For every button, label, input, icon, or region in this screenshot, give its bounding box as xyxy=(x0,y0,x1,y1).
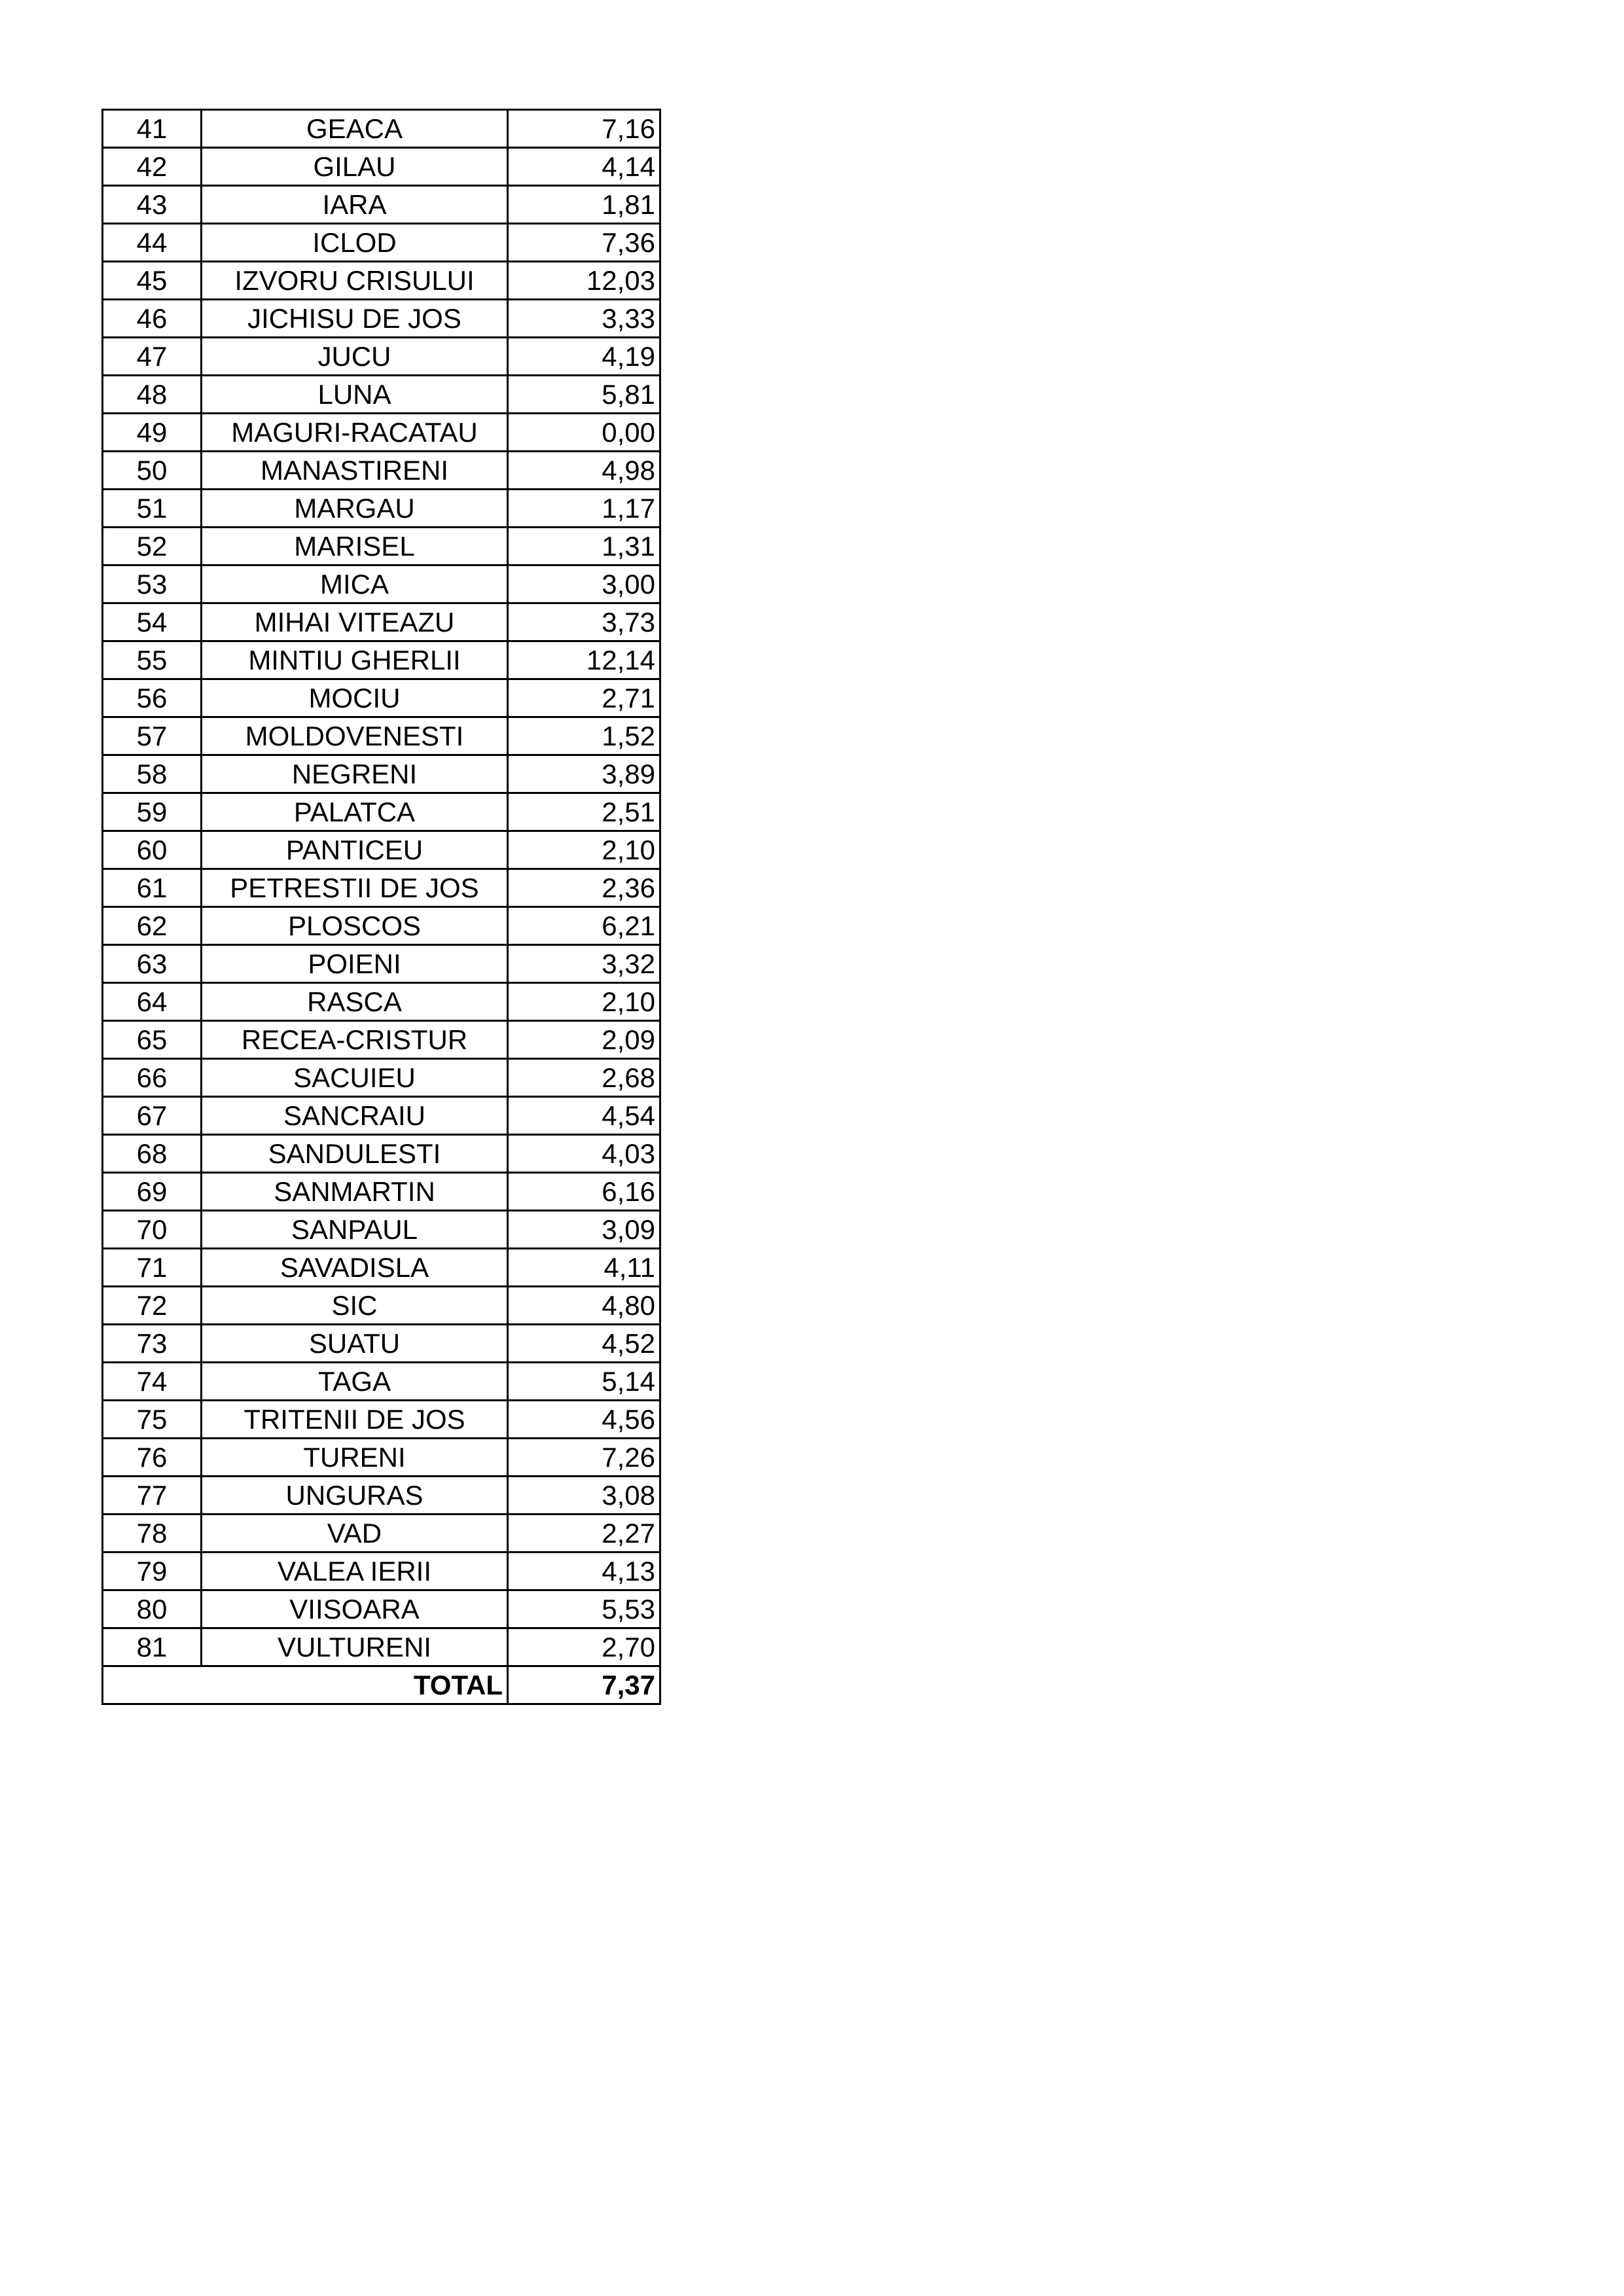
row-number: 59 xyxy=(103,793,202,831)
row-number: 63 xyxy=(103,945,202,983)
row-value: 6,21 xyxy=(508,907,660,945)
locality-name: SACUIEU xyxy=(202,1059,508,1097)
table-row xyxy=(103,869,660,907)
row-number: 78 xyxy=(103,1515,202,1552)
locality-name: VIISOARA xyxy=(202,1590,508,1628)
locality-name: MIHAI VITEAZU xyxy=(202,603,508,641)
row-number: 81 xyxy=(103,1628,202,1666)
row-value: 2,09 xyxy=(508,1021,660,1059)
locality-name: GEACA xyxy=(202,110,508,148)
row-number: 75 xyxy=(103,1401,202,1439)
table-row xyxy=(103,1135,660,1173)
row-number: 76 xyxy=(103,1439,202,1477)
row-value: 7,36 xyxy=(508,224,660,262)
row-number: 77 xyxy=(103,1477,202,1515)
row-number: 60 xyxy=(103,831,202,869)
row-number: 56 xyxy=(103,679,202,717)
locality-name: RASCA xyxy=(202,983,508,1021)
table-row xyxy=(103,528,660,565)
row-number: 48 xyxy=(103,376,202,414)
row-number: 66 xyxy=(103,1059,202,1097)
row-value: 2,51 xyxy=(508,793,660,831)
row-number: 79 xyxy=(103,1552,202,1590)
locality-name: PETRESTII DE JOS xyxy=(202,869,508,907)
row-value: 7,26 xyxy=(508,1439,660,1477)
table-row xyxy=(103,110,660,148)
locality-name: PANTICEU xyxy=(202,831,508,869)
locality-name: MICA xyxy=(202,565,508,603)
table-row xyxy=(103,1059,660,1097)
row-number: 67 xyxy=(103,1097,202,1135)
table-row xyxy=(103,300,660,338)
row-number: 71 xyxy=(103,1249,202,1287)
row-value: 6,16 xyxy=(508,1173,660,1211)
locality-name: IARA xyxy=(202,186,508,224)
table-row xyxy=(103,224,660,262)
table-row xyxy=(103,1401,660,1439)
table-row xyxy=(103,907,660,945)
table-row xyxy=(103,1173,660,1211)
row-number: 68 xyxy=(103,1135,202,1173)
table-row xyxy=(103,1287,660,1325)
table-row xyxy=(103,338,660,376)
row-number: 44 xyxy=(103,224,202,262)
locality-name: VULTURENI xyxy=(202,1628,508,1666)
table-row xyxy=(103,452,660,490)
locality-name: SANPAUL xyxy=(202,1211,508,1249)
row-number: 52 xyxy=(103,528,202,565)
row-number: 41 xyxy=(103,110,202,148)
locality-name: PALATCA xyxy=(202,793,508,831)
row-number: 43 xyxy=(103,186,202,224)
locality-name: UNGURAS xyxy=(202,1477,508,1515)
row-value: 2,70 xyxy=(508,1628,660,1666)
row-number: 57 xyxy=(103,717,202,755)
row-value: 4,14 xyxy=(508,148,660,186)
table-row xyxy=(103,376,660,414)
table-row xyxy=(103,1590,660,1628)
locality-name: MARISEL xyxy=(202,528,508,565)
row-value: 2,27 xyxy=(508,1515,660,1552)
row-number: 70 xyxy=(103,1211,202,1249)
table-row xyxy=(103,679,660,717)
locality-name: IZVORU CRISULUI xyxy=(202,262,508,300)
table-row xyxy=(103,603,660,641)
locality-name: JUCU xyxy=(202,338,508,376)
locality-name: PLOSCOS xyxy=(202,907,508,945)
table-row xyxy=(103,1325,660,1363)
row-number: 64 xyxy=(103,983,202,1021)
row-number: 50 xyxy=(103,452,202,490)
row-value: 4,11 xyxy=(508,1249,660,1287)
row-value: 4,80 xyxy=(508,1287,660,1325)
total-row xyxy=(103,1666,660,1704)
row-number: 46 xyxy=(103,300,202,338)
row-number: 42 xyxy=(103,148,202,186)
locality-name: SANCRAIU xyxy=(202,1097,508,1135)
locality-name: SANMARTIN xyxy=(202,1173,508,1211)
row-value: 4,13 xyxy=(508,1552,660,1590)
locality-name: GILAU xyxy=(202,148,508,186)
locality-name: NEGRENI xyxy=(202,755,508,793)
locality-name: SIC xyxy=(202,1287,508,1325)
row-value: 3,33 xyxy=(508,300,660,338)
table-row xyxy=(103,983,660,1021)
locality-name: MINTIU GHERLII xyxy=(202,641,508,679)
table-row xyxy=(103,1363,660,1401)
row-value: 3,08 xyxy=(508,1477,660,1515)
total-label: TOTAL xyxy=(103,1666,508,1704)
table-row xyxy=(103,186,660,224)
locality-name: LUNA xyxy=(202,376,508,414)
locality-name: ICLOD xyxy=(202,224,508,262)
row-number: 53 xyxy=(103,565,202,603)
row-value: 12,03 xyxy=(508,262,660,300)
table-row xyxy=(103,565,660,603)
locality-name: TURENI xyxy=(202,1439,508,1477)
table-row xyxy=(103,1211,660,1249)
row-number: 45 xyxy=(103,262,202,300)
row-number: 51 xyxy=(103,490,202,528)
table-row xyxy=(103,641,660,679)
row-value: 4,98 xyxy=(508,452,660,490)
row-number: 69 xyxy=(103,1173,202,1211)
row-value: 1,31 xyxy=(508,528,660,565)
row-value: 2,10 xyxy=(508,831,660,869)
table-row xyxy=(103,1021,660,1059)
row-value: 4,56 xyxy=(508,1401,660,1439)
locality-name: SUATU xyxy=(202,1325,508,1363)
locality-name: MAGURI-RACATAU xyxy=(202,414,508,452)
locality-name: VALEA IERII xyxy=(202,1552,508,1590)
table-row xyxy=(103,755,660,793)
row-value: 4,03 xyxy=(508,1135,660,1173)
table-row xyxy=(103,945,660,983)
row-number: 65 xyxy=(103,1021,202,1059)
row-number: 80 xyxy=(103,1590,202,1628)
row-number: 61 xyxy=(103,869,202,907)
row-value: 3,09 xyxy=(508,1211,660,1249)
table-row xyxy=(103,1097,660,1135)
row-number: 54 xyxy=(103,603,202,641)
table-row xyxy=(103,1552,660,1590)
locality-name: TRITENII DE JOS xyxy=(202,1401,508,1439)
row-value: 3,00 xyxy=(508,565,660,603)
table-row xyxy=(103,793,660,831)
row-number: 49 xyxy=(103,414,202,452)
table-row xyxy=(103,262,660,300)
row-number: 55 xyxy=(103,641,202,679)
locality-name: JICHISU DE JOS xyxy=(202,300,508,338)
locality-name: SANDULESTI xyxy=(202,1135,508,1173)
row-value: 12,14 xyxy=(508,641,660,679)
locality-name: VAD xyxy=(202,1515,508,1552)
row-value: 3,89 xyxy=(508,755,660,793)
locality-name: TAGA xyxy=(202,1363,508,1401)
row-value: 1,17 xyxy=(508,490,660,528)
table-row xyxy=(103,1515,660,1552)
locality-name: SAVADISLA xyxy=(202,1249,508,1287)
row-value: 7,16 xyxy=(508,110,660,148)
row-number: 72 xyxy=(103,1287,202,1325)
row-value: 1,52 xyxy=(508,717,660,755)
table-row xyxy=(103,1477,660,1515)
locality-name: RECEA-CRISTUR xyxy=(202,1021,508,1059)
row-number: 73 xyxy=(103,1325,202,1363)
row-value: 2,71 xyxy=(508,679,660,717)
total-value: 7,37 xyxy=(508,1666,660,1704)
table-row xyxy=(103,148,660,186)
table-row xyxy=(103,1628,660,1666)
row-value: 4,52 xyxy=(508,1325,660,1363)
row-number: 74 xyxy=(103,1363,202,1401)
locality-name: POIENI xyxy=(202,945,508,983)
row-value: 5,14 xyxy=(508,1363,660,1401)
row-number: 47 xyxy=(103,338,202,376)
locality-name: MOCIU xyxy=(202,679,508,717)
table-row xyxy=(103,717,660,755)
row-value: 2,10 xyxy=(508,983,660,1021)
table-row xyxy=(103,831,660,869)
table-body xyxy=(103,110,660,1704)
table-row xyxy=(103,490,660,528)
localities-table xyxy=(101,109,661,1705)
table-row xyxy=(103,1439,660,1477)
row-value: 3,32 xyxy=(508,945,660,983)
row-number: 62 xyxy=(103,907,202,945)
table-row xyxy=(103,1249,660,1287)
row-value: 2,68 xyxy=(508,1059,660,1097)
row-value: 3,73 xyxy=(508,603,660,641)
row-value: 5,53 xyxy=(508,1590,660,1628)
row-value: 4,19 xyxy=(508,338,660,376)
row-value: 0,00 xyxy=(508,414,660,452)
row-value: 4,54 xyxy=(508,1097,660,1135)
row-value: 5,81 xyxy=(508,376,660,414)
row-value: 2,36 xyxy=(508,869,660,907)
locality-name: MARGAU xyxy=(202,490,508,528)
locality-name: MANASTIRENI xyxy=(202,452,508,490)
row-value: 1,81 xyxy=(508,186,660,224)
row-number: 58 xyxy=(103,755,202,793)
table-row xyxy=(103,414,660,452)
locality-name: MOLDOVENESTI xyxy=(202,717,508,755)
